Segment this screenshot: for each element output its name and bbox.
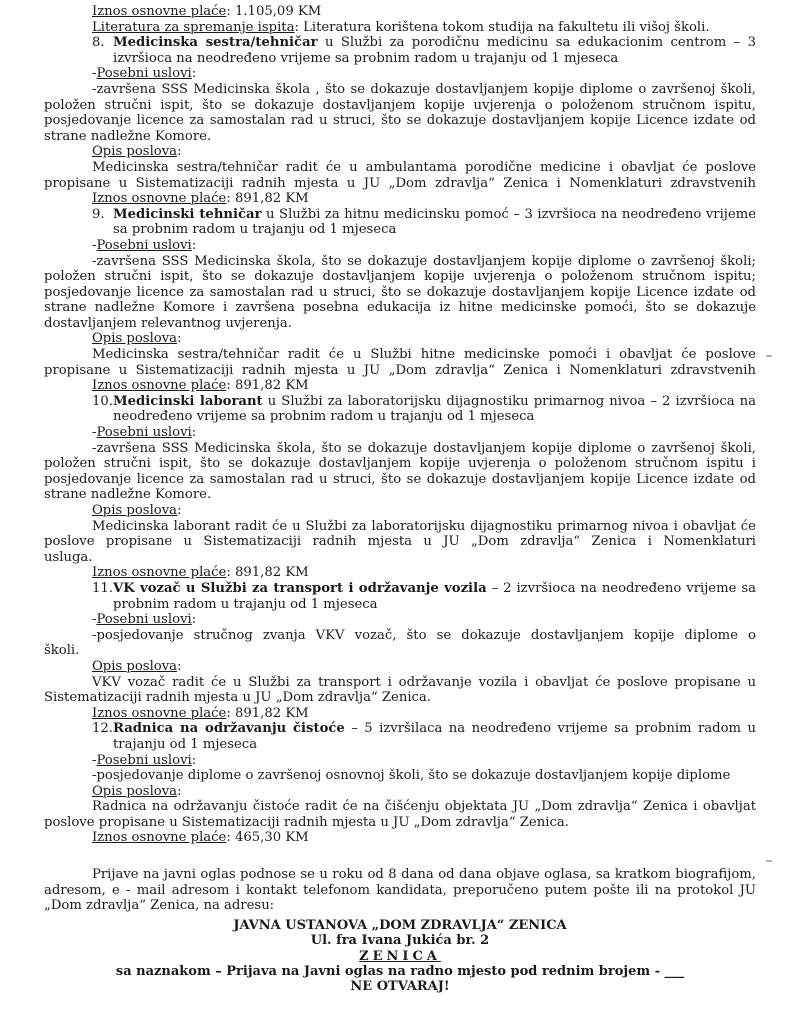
conditions-label: Posebni uslovi <box>96 66 192 82</box>
conditions-label-line: -Posebni uslovi: <box>92 425 197 441</box>
position-heading-row <box>92 394 756 410</box>
description-line: Medicinska sestra/tehničar radit će u Službi hitne medicinske pomoći i obavljat će poslove <box>92 347 756 363</box>
position-8 <box>44 35 756 207</box>
conditions-line: položen stručni ispit, što se dokazuje dostavljanjem kopije uvjerenja o položenom stručnom ispitu, <box>44 97 756 113</box>
conditions-label: Posebni uslovi <box>96 752 192 768</box>
scan-mark <box>766 860 772 862</box>
literature-value: : Literatura korištena tokom studija na fakultetu ili višoj školi. <box>294 19 710 35</box>
position-heading <box>113 35 756 51</box>
conditions-line: posjedovanje licence za samostalan rad u struci, što se dokazuje dostavljanjem kopije Licence izdate od <box>44 113 756 129</box>
salary-label: Iznos osnovne plaće <box>92 830 227 846</box>
description-label-line: Opis poslova: <box>92 144 182 160</box>
salary-line <box>92 378 756 394</box>
scan-mark <box>766 355 772 357</box>
conditions-line: posjedovanje licence za samostalan rad u struci, što se dokazuje dostavljanjem kopije Licence izdate od <box>44 471 756 487</box>
street-address: Ul. fra Ivana Jukića br. 2 <box>310 933 490 949</box>
conditions-label: Posebni uslovi <box>96 612 192 628</box>
description-label: Opis poslova <box>92 783 178 799</box>
salary-line <box>92 830 756 846</box>
conditions-line: školi. <box>44 643 80 659</box>
salary-label: Iznos osnovne plaće <box>92 565 227 581</box>
salary-label: Iznos osnovne plaće <box>92 4 227 19</box>
position-heading-row <box>92 721 756 737</box>
salary-line <box>92 191 756 207</box>
description-line: propisane u Sistematizaciji radnih mjesta u JU „Dom zdravlja“ Zenica i Nomenklaturi zdravstvenih <box>44 362 756 378</box>
conditions-label-line: -Posebni uslovi: <box>92 752 197 768</box>
literature-line <box>92 20 756 36</box>
position-12 <box>44 721 756 846</box>
description-line: usluga. <box>44 549 93 565</box>
position-heading-rest: – 5 izvršilaca na neodređeno vrijeme sa probnim radom u <box>344 721 756 737</box>
document-page <box>44 4 756 995</box>
position-number: 12. <box>92 721 113 737</box>
conditions-line: dostavljanjem relevantnog uvjerenja. <box>44 315 292 331</box>
description-line: VKV vozač radit će u Službi za transport i održavanje vozila i obavljat će poslove propisane u <box>92 674 756 690</box>
position-heading-cont: sa probnim radom u trajanju od 1 mjeseca <box>113 222 397 238</box>
description-label: Opis poslova <box>92 144 178 160</box>
position-heading-rest: u Službi za laboratorijsku dijagnostiku primarnog nivoa – 2 izvršioca na <box>262 393 756 409</box>
description-label-line: Opis poslova: <box>92 658 182 674</box>
application-line: adresom, e - mail adresom i kontakt telefonom kandidata, preporučeno putem pošte ili na protokol JU <box>44 882 756 898</box>
conditions-line: položen stručni ispit, što se dokazuje dostavljanjem kopije uvjerenja o položenom stručnom ispitu; <box>44 269 756 285</box>
description-label-line: Opis poslova: <box>92 503 182 518</box>
position-heading-row <box>92 35 756 51</box>
application-paragraph <box>44 867 756 914</box>
salary-value: : 891,82 KM <box>226 191 309 207</box>
conditions-line: -završena SSS Medicinska škola, što se dokazuje dostavljanjem kopije diplome o završenoj školi, <box>92 440 756 456</box>
spacer <box>44 846 756 867</box>
position-title: Medicinski laborant <box>113 393 263 409</box>
salary-label: Iznos osnovne plaće <box>92 705 227 721</box>
description-line: propisane u Sistematizaciji radnih mjesta u JU „Dom zdravlja“ Zenica i Nomenklaturi zdravstvenih <box>44 175 756 191</box>
conditions-line: strane nadležne Komore. <box>44 487 212 503</box>
position-number: 11. <box>92 580 113 596</box>
position-title: VK vozač u Službi za transport i održavanje vozila <box>113 580 487 596</box>
conditions-line: položen stručni ispit, što se dokazuje dostavljanjem kopije uvjerenja o položenom stručnom ispitu i <box>44 456 756 472</box>
position-10 <box>44 394 756 581</box>
institution-name: JAVNA USTANOVA „DOM ZDRAVLJA“ ZENICA <box>233 917 567 933</box>
conditions-line: -završena SSS Medicinska škola , što se dokazuje dostavljanjem kopije diplome o završenoj školi, <box>92 81 756 97</box>
description-label-line: Opis poslova: <box>92 783 182 799</box>
position-number: 8. <box>92 35 105 51</box>
position-heading-rest: u Službi za porodičnu medicinu sa edukacionim centrom – 3 <box>317 35 756 51</box>
description-label: Opis poslova <box>92 331 178 347</box>
position-heading-rest: u Službi za hitnu medicinsku pomoć – 3 izvršioca na neodređeno vrijeme <box>261 206 756 222</box>
description-label: Opis poslova <box>92 503 178 518</box>
position-title: Radnica na održavanju čistoće <box>113 721 345 737</box>
description-line: Radnica na održavanju čistoće radit će na čišćenju objektata JU „Dom zdravlja“ Zenica i obavljat <box>92 799 756 815</box>
application-line: „Dom zdravlja“ Zenica, na adresu: <box>44 898 275 914</box>
salary-value: : 891,82 KM <box>226 565 309 581</box>
salary-line <box>92 565 756 581</box>
position-title: Medicinski tehničar <box>113 206 262 222</box>
position-heading <box>113 207 756 223</box>
salary-value: : 891,82 KM <box>226 705 309 721</box>
description-line: Medicinska laborant radit će u Službi za laboratorijsku dijagnostiku primarnog nivoa i obavljat će <box>92 518 756 534</box>
position-11 <box>44 581 756 721</box>
salary-label: Iznos osnovne plaće <box>92 378 227 394</box>
description-label: Opis poslova <box>92 658 178 674</box>
application-line: Prijave na javni oglas podnose se u roku od 8 dana od dana objave oglasa, sa kratkom biografijom, <box>92 867 756 883</box>
city-text: ZENICA <box>359 948 441 964</box>
conditions-line: -posjedovanje diplome o završenoj osnovnoj školi, što se dokazuje dostavljanjem kopije diplome <box>92 768 731 784</box>
conditions-line: -posjedovanje stručnog zvanja VKV vozač, što se dokazuje dostavljanjem kopije diplome o <box>92 627 756 643</box>
position-heading-rest: – 2 izvršioca na neodređeno vrijeme sa <box>486 580 756 596</box>
position-heading <box>113 581 756 597</box>
conditions-label-line: -Posebni uslovi: <box>92 612 197 628</box>
position-heading-cont: probnim radom u trajanju od 1 mjeseca <box>113 596 378 612</box>
position-heading-row <box>92 581 756 597</box>
salary-value: : 1.105,09 KM <box>226 4 322 19</box>
description-line: poslove propisane u Sistematizaciji radnih mjesta u JU „Dom zdravlja“ Zenica i Nomenklaturi <box>44 534 756 550</box>
city-name <box>44 949 756 964</box>
conditions-line: strane nadležne Komore. <box>44 128 212 144</box>
description-label-line: Opis poslova: <box>92 331 182 347</box>
envelope-note: sa naznakom – Prijava na Javni oglas na radno mjesto pod rednim brojem - ___ <box>115 964 685 980</box>
position-heading-row <box>92 207 756 223</box>
position-heading-cont: trajanju od 1 mjeseca <box>113 736 258 752</box>
conditions-line: strane nadležne Komore i završena posebna edukacija iz hitne medicinske pomoći, što se dokazuje <box>44 300 756 316</box>
conditions-label: Posebni uslovi <box>96 425 192 441</box>
position-heading <box>113 721 756 737</box>
position-title: Medicinska sestra/tehničar <box>113 35 318 51</box>
salary-line <box>92 706 756 722</box>
conditions-label: Posebni uslovi <box>96 237 192 253</box>
salary-label: Iznos osnovne plaće <box>92 191 227 207</box>
conditions-label-line: -Posebni uslovi: <box>92 237 197 253</box>
position-heading <box>113 394 756 410</box>
position-heading-cont: neodređeno vrijeme sa probnim radom u trajanju od 1 mjeseca <box>113 409 535 425</box>
salary-line <box>92 4 756 20</box>
conditions-line: -završena SSS Medicinska škola, što se dokazuje dostavljanjem kopije diplome o završenoj školi; <box>92 253 756 269</box>
address-block <box>44 918 756 995</box>
position-9 <box>44 207 756 394</box>
conditions-line: posjedovanje licence za samostalan rad u struci, što se dokazuje dostavljanjem kopije Licence izdate od <box>44 284 756 300</box>
conditions-label-line: -Posebni uslovi: <box>92 66 197 82</box>
position-number: 9. <box>92 206 105 222</box>
position-heading-cont: izvršioca na neodređeno vrijeme sa probnim radom u trajanju od 1 mjeseca <box>113 50 619 66</box>
position-number: 10. <box>92 393 113 409</box>
description-line: poslove propisane u Sistematizaciji radnih mjesta u JU „Dom zdravlja“ Zenica. <box>44 814 569 830</box>
do-not-open-warning: NE OTVARAJ! <box>350 979 450 995</box>
salary-value: : 465,30 KM <box>226 830 309 846</box>
literature-label: Literatura za spremanje ispita <box>92 19 295 35</box>
description-line: Medicinska sestra/tehničar radit će u ambulantama porodične medicine i obavljat će poslove <box>92 159 756 175</box>
salary-value: : 891,82 KM <box>226 378 309 394</box>
description-line: Sistematizaciji radnih mjesta u JU „Dom zdravlja“ Zenica. <box>44 690 431 706</box>
